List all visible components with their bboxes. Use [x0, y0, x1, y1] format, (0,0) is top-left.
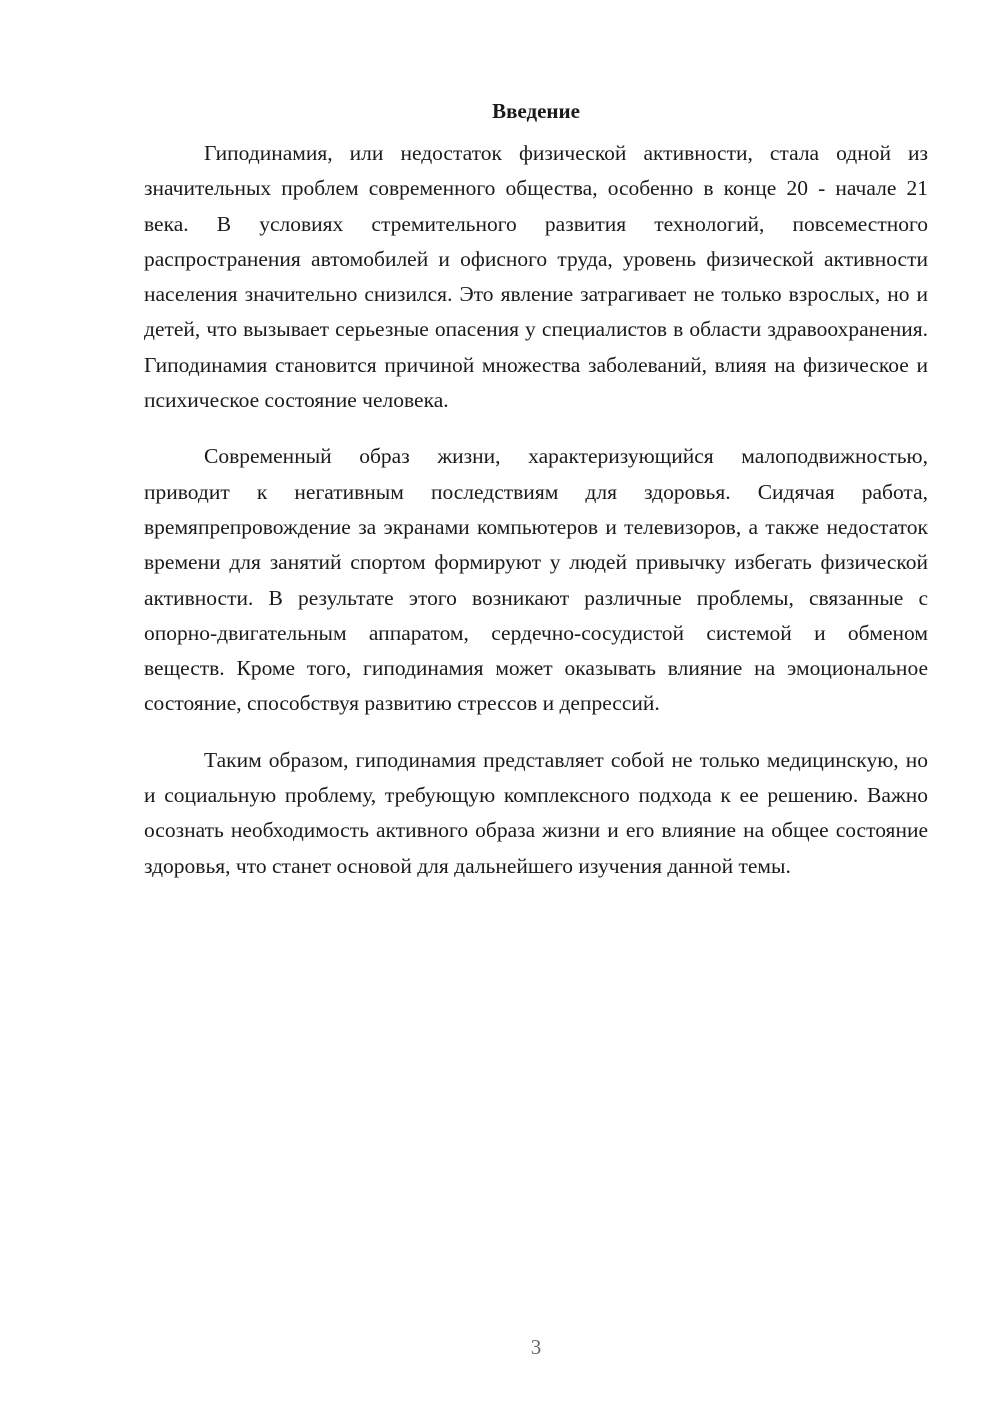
section-title: Введение — [492, 99, 580, 123]
paragraph-3: Таким образом, гиподинамия представляет собой не только медицинскую, но и социальную проблему, требующую комплексного подхода к ее решению. Важно осознать необходимость активного образа жизни и его влияние на общее состояние здоровья, что станет основой для дальнейшего изучения данной темы. — [144, 747, 928, 878]
page-number: 3 — [530, 1335, 542, 1359]
page-content — [144, 96, 928, 905]
paragraph-1: Гиподинамия, или недостаток физической активности, стала одной из значительных проблем современного общества, особенно в конце 20 - начале 21 века. В условиях стремительного развития технологий, повсеместного распространения автомобилей и офисного труда, уровень физической активности населения значительно снизился. Это явление затрагивает не только взрослых, но и детей, что вызывает серьезные опасения у специалистов в области здравоохранения. Гиподинамия становится причиной множества заболеваний, влияя на физическое и психическое состояние человека. — [144, 141, 928, 413]
paragraph-2: Современный образ жизни, характеризующийся малоподвижностью, приводит к негативным последствиям для здоровья. Сидячая работа, времяпрепровождение за экранами компьютеров и телевизоров, а также недостаток времени для занятий спортом формируют у людей привычку избегать физической активности. В результате этого возникают различные проблемы, связанные с опорно-двигательным аппаратом, сердечно-сосудистой системой и обменом веществ. Кроме того, гиподинамия может оказывать влияние на эмоциональное состояние, способствуя развитию стрессов и депрессий. — [144, 444, 928, 716]
